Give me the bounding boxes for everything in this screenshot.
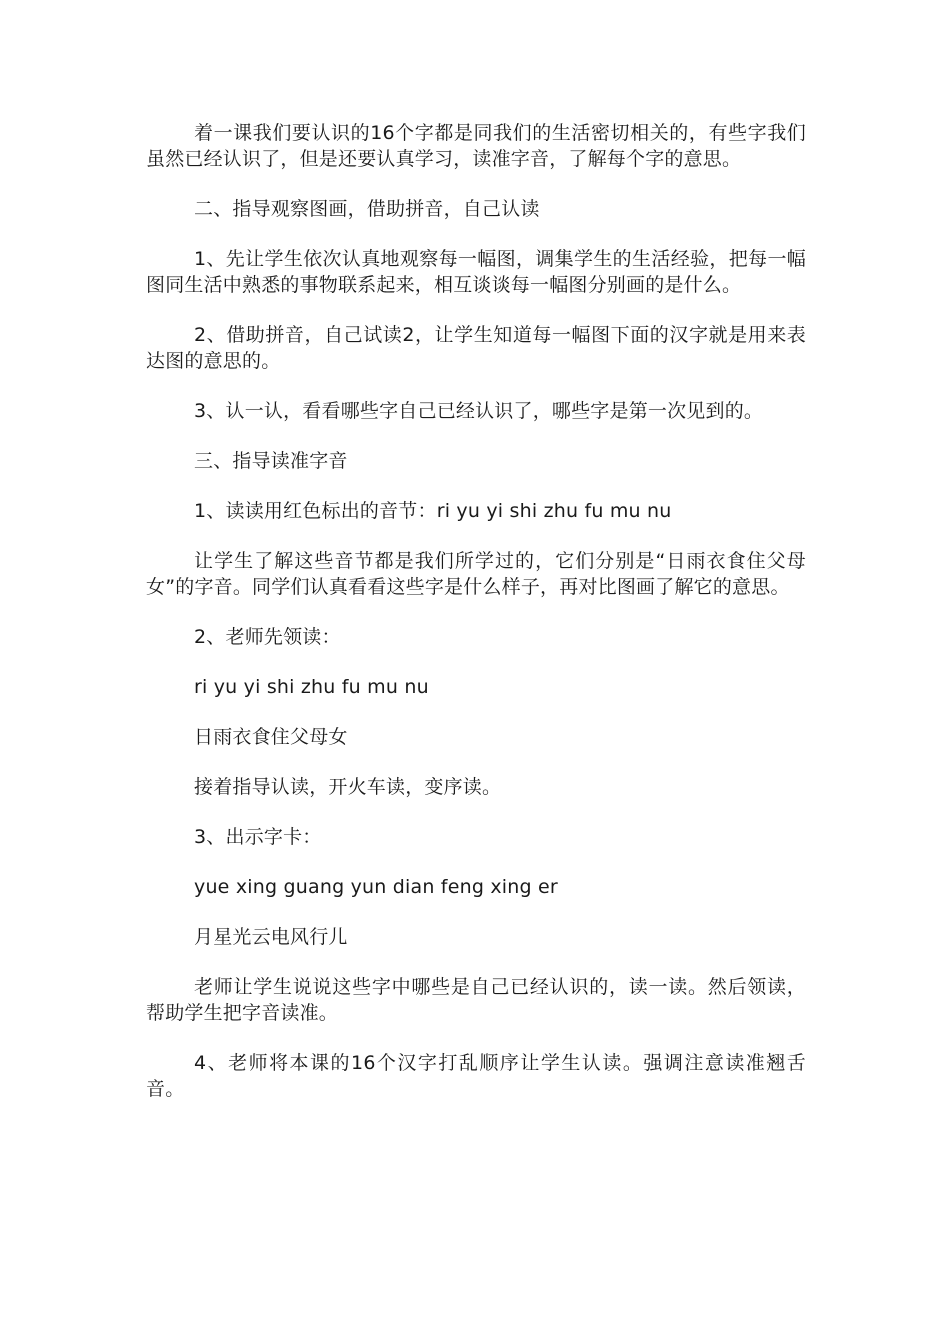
pinyin-line-2: yue xing guang yun dian feng xing er	[194, 876, 558, 898]
section-heading-3: 三、指导读准字音	[194, 450, 348, 472]
paragraph-explanation: 让学生了解这些音节都是我们所学过的，它们分别是“日雨衣食住父母女”的字音。同学们认真看看这些字是什么样子，再对比图画了解它的意思。	[146, 550, 806, 598]
paragraph-show-cards: 3、出示字卡：	[194, 826, 322, 848]
hanzi-line-2: 月星光云电风行儿	[194, 926, 348, 948]
paragraph-teacher-lead: 2、老师先领读：	[194, 626, 341, 648]
pinyin-line-1: ri yu yi shi zhu fu mu nu	[194, 676, 429, 698]
paragraph-known-chars: 老师让学生说说这些字中哪些是自己已经认识的，读一读。然后领读，帮助学生把字音读准。	[146, 976, 806, 1024]
document-body	[146, 120, 806, 1126]
section-heading-2: 二、指导观察图画，借助拼音，自己认读	[194, 198, 540, 220]
paragraph-guided-reading: 接着指导认读，开火车读，变序读。	[194, 776, 502, 798]
paragraph-step-3: 3、认一认，看看哪些字自己已经认识了，哪些字是第一次见到的。	[194, 400, 764, 422]
paragraph-read-syllables: 1、读读用红色标出的音节：ri yu yi shi zhu fu mu nu	[194, 500, 672, 522]
paragraph-step-1: 1、先让学生依次认真地观察每一幅图，调集学生的生活经验，把每一幅图同生活中熟悉的事物联系起来，相互谈谈每一幅图分别画的是什么。	[146, 248, 806, 296]
hanzi-line-1: 日雨衣食住父母女	[194, 726, 348, 748]
paragraph-intro: 着一课我们要认识的16个字都是同我们的生活密切相关的，有些字我们虽然已经认识了，但是还要认真学习，读准字音，了解每个字的意思。	[146, 122, 806, 170]
paragraph-step-2: 2、借助拼音，自己试读2，让学生知道每一幅图下面的汉字就是用来表达图的意思的。	[146, 324, 806, 372]
paragraph-step-4: 4、老师将本课的16个汉字打乱顺序让学生认读。强调注意读准翘舌音。	[146, 1052, 806, 1100]
